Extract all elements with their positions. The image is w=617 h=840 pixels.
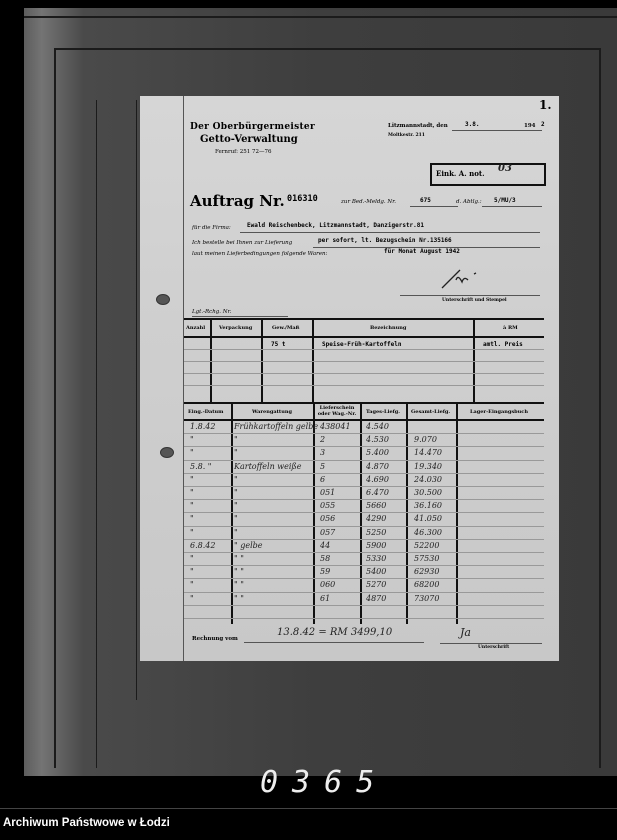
row-wagon: 6 — [320, 474, 326, 484]
row-date: " — [190, 514, 194, 524]
row-wagon: 051 — [320, 488, 336, 497]
dept-value: 5/MU/3 — [494, 197, 516, 204]
row-total: 9.070 — [414, 435, 437, 445]
row-wagon: 59 — [320, 567, 331, 577]
row-line — [184, 552, 544, 553]
order-weight: 75 t — [271, 341, 286, 348]
col-header-ware: Warengattung — [252, 409, 292, 415]
row-date: " — [190, 554, 194, 563]
row-wagon: 3 — [320, 448, 326, 458]
invoice-underline — [244, 642, 424, 643]
order-number: 016310 — [287, 194, 318, 204]
row-total: 19.340 — [414, 461, 442, 471]
signature-icon — [440, 266, 480, 290]
row-line — [184, 565, 544, 566]
page-mark: 1. — [539, 98, 552, 112]
row-goods: " — [234, 448, 238, 458]
row-total: 24.030 — [414, 474, 442, 484]
row-total: 14.470 — [414, 448, 442, 458]
row-line — [184, 592, 544, 593]
folder-frame-top — [54, 48, 599, 50]
folder-inner-line — [96, 100, 97, 768]
folder-edge-top — [24, 16, 617, 18]
signature-line — [400, 295, 540, 296]
year-suffix: 2 — [541, 121, 545, 128]
col-divider — [261, 318, 263, 402]
table-border — [184, 336, 544, 338]
row-goods: " — [234, 527, 238, 537]
date-underline — [452, 130, 542, 131]
row-line — [184, 618, 544, 619]
row-date: 5.8. " — [190, 461, 212, 471]
folder-frame-left — [54, 48, 56, 768]
row-line — [184, 539, 544, 540]
punch-hole-icon — [160, 447, 174, 458]
place-label: Litzmannstadt, den — [388, 123, 448, 129]
row-line — [184, 512, 544, 513]
row-line — [184, 473, 544, 474]
col-header-gesamt: Gesamt-Liefg. — [411, 409, 451, 415]
letterhead-phone: Fernruf: 251 72—76 — [215, 149, 272, 155]
row-total: 68200 — [414, 580, 440, 590]
row-goods: " " — [234, 567, 244, 577]
row-daily: 5400 — [366, 567, 387, 577]
col-header-preis: à RM — [503, 325, 518, 331]
col-divider — [473, 318, 475, 402]
row-total: 46.300 — [414, 527, 442, 537]
firm-value: Ewald Reischenbeck, Litzmannstadt, Danzigerstr.81 — [247, 222, 425, 229]
row-wagon: 060 — [320, 580, 336, 590]
table-border — [184, 402, 544, 404]
col-header-datum: Eing.-Datum — [188, 409, 224, 415]
row-date: " — [190, 593, 194, 603]
row-line — [184, 433, 544, 434]
invoice-value: 13.8.42 = RM 3499,10 — [277, 627, 393, 638]
row-wagon: 055 — [320, 501, 336, 511]
row-wagon: 2 — [320, 435, 326, 445]
margin-line — [183, 96, 184, 661]
row-date: " — [190, 488, 194, 497]
row-total: 30.500 — [414, 488, 442, 497]
row-wagon: 58 — [320, 554, 331, 563]
lgt-label: Lgt.-Rchg. Nr. — [192, 309, 232, 315]
year-prefix: 194 — [524, 123, 536, 129]
row-date: " — [190, 567, 194, 577]
order-price: amtl. Preis — [483, 341, 523, 348]
footer-divider — [0, 808, 617, 809]
col-header-gewicht: Gew./Maß — [272, 325, 300, 331]
col-header-tages: Tages-Liefg. — [366, 409, 401, 415]
row-date: 6.8.42 — [190, 540, 216, 550]
row-line — [184, 373, 544, 374]
row-goods: " — [234, 501, 238, 511]
row-line — [184, 460, 544, 461]
stamp-value: 03 — [498, 163, 512, 174]
order-description: Speise-Früh-Kartoffeln — [322, 341, 402, 348]
firm-label: für die Firma: — [192, 225, 231, 231]
delivery-value: per sofort, lt. Bezugschein Nr.135166 — [318, 237, 452, 244]
row-line — [184, 446, 544, 447]
dept-label: d. Abtlg.: — [456, 199, 482, 205]
address: Moltkestr. 211 — [388, 133, 425, 138]
row-line — [184, 578, 544, 579]
ref-label: zur Bed.-Meldg. Nr. — [341, 199, 397, 205]
row-daily: 4.870 — [366, 461, 389, 471]
row-daily: 5900 — [366, 540, 387, 550]
invoice-label: Rechnung vom — [192, 636, 238, 642]
row-daily: 5250 — [366, 527, 387, 537]
ref-underline — [410, 206, 458, 207]
folder-frame-right — [599, 48, 601, 768]
row-goods: Kartoffeln weiße — [234, 461, 302, 471]
date-value: 3.8. — [465, 121, 480, 128]
row-wagon: 056 — [320, 514, 336, 524]
receipt-stamp — [430, 163, 546, 186]
folder-inner-line — [136, 100, 137, 700]
row-line — [184, 605, 544, 606]
punch-hole-icon — [156, 294, 170, 305]
col-header-anzahl: Anzahl — [186, 325, 206, 331]
row-wagon: 5 — [320, 461, 326, 471]
archive-name: Archiwum Państwowe w Łodzi — [3, 817, 170, 829]
row-goods: " — [234, 514, 238, 524]
letterhead-authority: Der Oberbürgermeister — [190, 122, 316, 132]
row-wagon: 44 — [320, 540, 331, 550]
row-line — [184, 385, 544, 386]
row-daily: 5660 — [366, 501, 387, 511]
conditions-value: für Monat August 1942 — [384, 248, 460, 255]
row-goods: " — [234, 474, 238, 484]
row-date: 1.8.42 — [190, 422, 216, 431]
ref-number: 675 — [420, 197, 431, 204]
firm-underline — [240, 232, 540, 233]
stamp-label: Eink. A. not. — [436, 169, 485, 178]
row-wagon: 057 — [320, 527, 336, 537]
col-header-verpackung: Verpackung — [219, 325, 253, 331]
row-goods: " " — [234, 593, 244, 603]
invoice-signature-caption: Unterschrift — [478, 645, 510, 650]
row-goods: " — [234, 488, 238, 497]
row-total: 36.160 — [414, 501, 442, 511]
letterhead-department: Getto-Verwaltung — [200, 134, 298, 145]
order-title: Auftrag Nr. — [190, 192, 285, 210]
row-date: " — [190, 435, 194, 445]
row-line — [184, 486, 544, 487]
col-header-lager: Lager-Eingangsbuch — [470, 409, 528, 415]
row-date: " — [190, 527, 194, 537]
conditions-label: laut meinen Lieferbedingungen folgende Waren: — [192, 251, 328, 257]
row-wagon: 61 — [320, 593, 331, 603]
frame-counter: 0365 — [260, 765, 389, 800]
row-total: 41.050 — [414, 514, 442, 524]
row-daily: 4870 — [366, 593, 387, 603]
row-date: " — [190, 448, 194, 458]
row-total: 52200 — [414, 540, 440, 550]
row-daily: 5270 — [366, 580, 387, 590]
row-daily: 4.540 — [366, 422, 389, 431]
table-border — [184, 318, 544, 320]
row-daily: 4.690 — [366, 474, 389, 484]
row-line — [184, 499, 544, 500]
delivery-label: Ich bestelle bei Ihnen zur Lieferung — [192, 240, 293, 246]
row-wagon: 438041 — [320, 422, 351, 431]
row-goods: " " — [234, 580, 244, 590]
row-line — [184, 349, 544, 350]
col-header-bezeichnung: Bezeichnung — [370, 325, 407, 331]
col-divider — [210, 318, 212, 402]
row-daily: 6.470 — [366, 488, 389, 497]
row-daily: 4290 — [366, 514, 387, 524]
row-goods: " " — [234, 554, 244, 563]
row-date: " — [190, 580, 194, 590]
row-daily: 5.400 — [366, 448, 389, 458]
row-line — [184, 526, 544, 527]
row-date: " — [190, 501, 194, 511]
col-divider — [312, 318, 314, 402]
row-total: 62930 — [414, 567, 440, 577]
row-goods: " — [234, 435, 238, 445]
signature-caption: Unterschrift und Stempel — [442, 298, 507, 303]
col-header-wagen: Lieferschein oder Wag.-Nr. — [317, 405, 357, 417]
table-border — [184, 419, 544, 421]
row-line — [184, 361, 544, 362]
row-daily: 5330 — [366, 554, 387, 563]
invoice-signature-line — [440, 643, 542, 644]
row-total: 73070 — [414, 593, 440, 603]
row-goods: " gelbe — [234, 540, 263, 550]
row-total: 57530 — [414, 554, 440, 563]
row-goods: Frühkartoffeln gelbe — [234, 422, 319, 431]
invoice-signature-icon: Ja — [460, 626, 471, 639]
row-date: " — [190, 474, 194, 484]
row-daily: 4.530 — [366, 435, 389, 445]
dept-underline — [482, 206, 542, 207]
lgt-underline — [192, 316, 288, 317]
